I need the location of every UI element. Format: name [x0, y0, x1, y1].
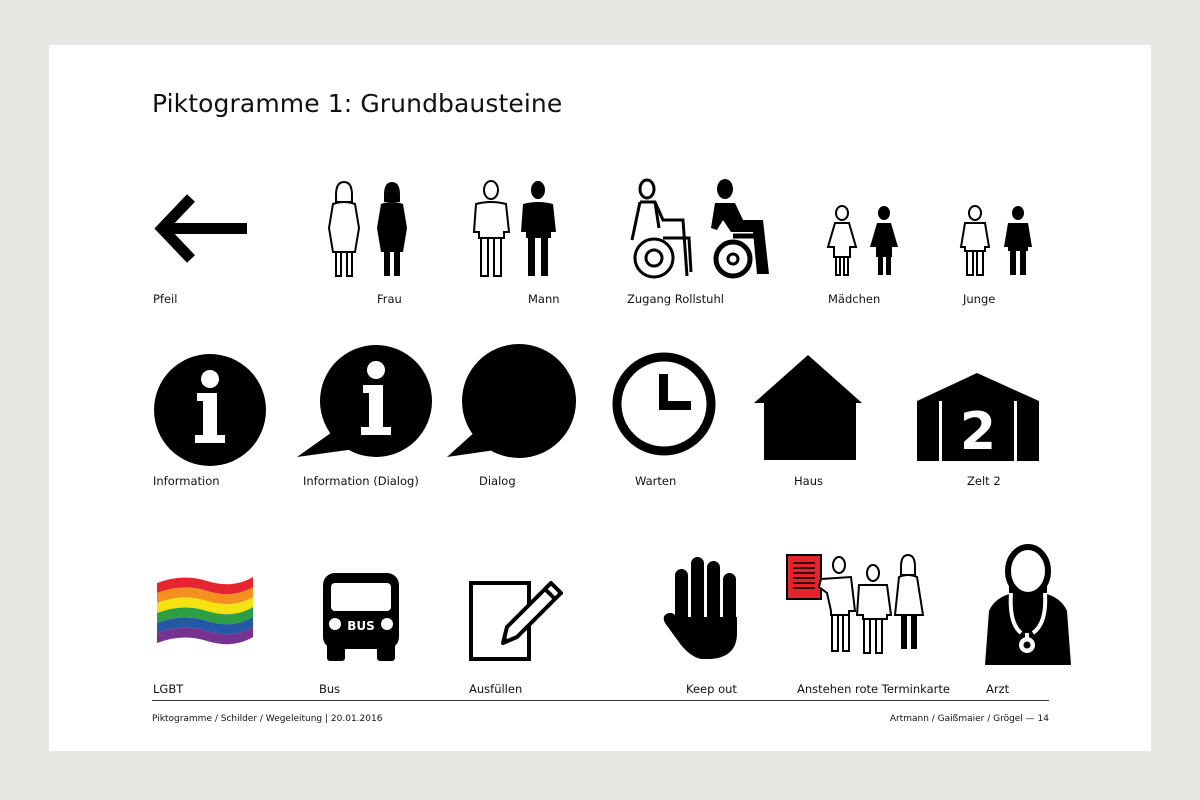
girl-icon	[826, 205, 906, 280]
pictogram-label: Pfeil	[153, 292, 178, 306]
pictogram-anstehen	[797, 553, 977, 703]
man-icon	[471, 180, 561, 280]
pictogram-label: Ausfüllen	[469, 682, 523, 696]
pictogram-arzt	[981, 547, 1151, 703]
pictogram-dialog	[447, 345, 617, 490]
info-dialog-icon	[295, 345, 435, 465]
wheelchair-icon	[627, 180, 787, 280]
queue-card-icon	[797, 553, 947, 658]
pictogram-label: Zugang Rollstuhl	[627, 292, 724, 306]
pictogram-zelt	[915, 373, 1085, 490]
pictogram-label: LGBT	[153, 682, 184, 696]
pictogram-label: Haus	[794, 474, 823, 488]
arrow-left-icon	[153, 180, 253, 280]
pictogram-label: Warten	[635, 474, 677, 488]
doctor-icon	[981, 547, 1081, 672]
info-icon	[153, 355, 273, 475]
boy-icon	[957, 205, 1037, 280]
pictogram-label: Information	[153, 474, 220, 488]
footer-left: Piktogramme / Schilder / Wegeleitung | 20.01.2016	[152, 714, 383, 724]
document-page	[49, 45, 1151, 751]
speech-bubble-icon	[447, 345, 587, 465]
footer-right: Artmann / Gaißmaier / Grögel — 14	[889, 714, 1049, 724]
bus-text: BUS	[347, 619, 375, 633]
pictogram-junge	[957, 205, 1127, 310]
house-icon	[752, 353, 872, 463]
pictogram-label: Anstehen rote Terminkarte	[797, 682, 950, 696]
pictogram-label: Keep out	[686, 682, 737, 696]
pictogram-haus	[752, 353, 922, 490]
rainbow-flag-icon	[153, 527, 273, 627]
pictogram-info-dialog	[295, 345, 465, 490]
hand-icon	[661, 557, 751, 667]
pictogram-lgbt	[153, 527, 323, 696]
pictogram-label: Mann	[528, 292, 560, 306]
pictogram-label: Zelt 2	[967, 474, 1001, 488]
pictogram-label: Frau	[377, 292, 402, 306]
woman-icon	[325, 180, 415, 280]
pictogram-mann	[471, 180, 641, 310]
pictogram-rollstuhl	[627, 180, 797, 310]
footer-rule	[152, 700, 1049, 701]
form-pencil-icon	[469, 581, 569, 671]
pictogram-frau	[325, 180, 495, 310]
tent-icon	[915, 373, 1045, 468]
page-title: Piktogramme 1: Grundbausteine	[152, 89, 563, 118]
pictogram-label: Bus	[319, 682, 341, 696]
pictogram-pfeil	[153, 180, 323, 310]
clock-icon	[610, 352, 720, 462]
pictogram-label: Dialog	[479, 474, 516, 488]
bus-icon	[321, 573, 411, 673]
pictogram-label: Information (Dialog)	[303, 474, 419, 488]
pictogram-label: Junge	[963, 292, 996, 306]
pictogram-label: Mädchen	[828, 292, 881, 306]
pictogram-label: Arzt	[986, 682, 1010, 696]
pictogram-bus	[321, 573, 491, 703]
pictogram-ausfuellen	[469, 581, 639, 703]
tent-number: 2	[959, 402, 997, 462]
